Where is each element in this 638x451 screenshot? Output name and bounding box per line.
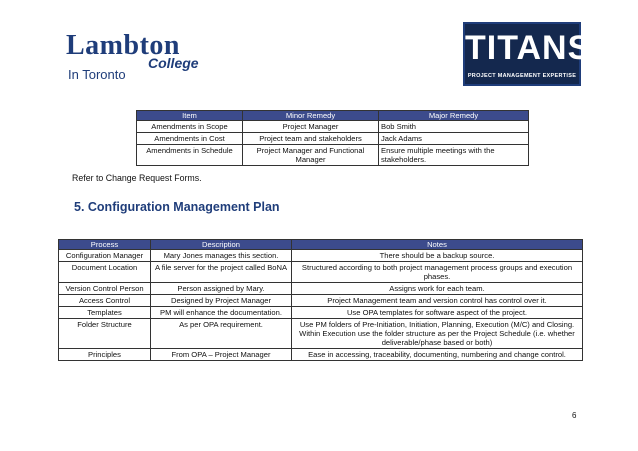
config-header-notes: Notes (292, 240, 583, 250)
lambton-logo-city: In Toronto (68, 67, 126, 82)
table-row (59, 349, 583, 361)
table-cell: Amendments in Cost (137, 133, 243, 145)
titans-logo-subtitle: PROJECT MANAGEMENT EXPERTISE (467, 73, 577, 79)
table-cell: As per OPA requirement. (151, 319, 292, 349)
section-title: 5. Configuration Management Plan (74, 200, 280, 214)
table-cell: Project Manager and Functional Manager (243, 145, 379, 166)
remedy-header-minor: Minor Remedy (243, 111, 379, 121)
table-cell: Use PM folders of Pre-Initiation, Initiation, Planning, Execution (M/C) and Closing. Within Execution use the folder structure as per the Project Schedule (i.e. whether deliverable/phase based or both) (292, 319, 583, 349)
config-header-process: Process (59, 240, 151, 250)
table-cell: There should be a backup source. (292, 250, 583, 262)
table-row (59, 283, 583, 295)
table-cell: A file server for the project called BoNA (151, 262, 292, 283)
titans-logo-word: TITANS (465, 29, 592, 67)
table-cell: Person assigned by Mary. (151, 283, 292, 295)
table-cell: PM will enhance the documentation. (151, 307, 292, 319)
table-cell: Ease in accessing, traceability, documenting, numbering and change control. (292, 349, 583, 361)
table-cell: Document Location (59, 262, 151, 283)
table-cell: Jack Adams (379, 133, 529, 145)
titans-logo (463, 22, 592, 86)
lambton-logo-college: College (148, 55, 199, 71)
table-cell: Access Control (59, 295, 151, 307)
table-cell: Project team and stakeholders (243, 133, 379, 145)
table-cell: Assigns work for each team. (292, 283, 583, 295)
table-row (137, 145, 529, 166)
table-row (59, 307, 583, 319)
table-cell: Version Control Person (59, 283, 151, 295)
config-header-description: Description (151, 240, 292, 250)
table-cell: Folder Structure (59, 319, 151, 349)
table-cell: Amendments in Schedule (137, 145, 243, 166)
change-request-note: Refer to Change Request Forms. (72, 173, 202, 183)
table-row (59, 250, 583, 262)
table-cell: From OPA – Project Manager (151, 349, 292, 361)
table-cell: Bob Smith (379, 121, 529, 133)
remedy-table (136, 110, 529, 166)
table-row (59, 262, 583, 283)
table-row (59, 319, 583, 349)
lambton-logo-name: Lambton (66, 30, 180, 61)
table-cell: Project Manager (243, 121, 379, 133)
remedy-table-header (137, 111, 529, 121)
table-cell: Configuration Manager (59, 250, 151, 262)
table-cell: Ensure multiple meetings with the stakeholders. (379, 145, 529, 166)
configuration-table (58, 239, 583, 361)
table-row (59, 295, 583, 307)
table-cell: Use OPA templates for software aspect of the project. (292, 307, 583, 319)
table-cell: Structured according to both project management process groups and execution phases. (292, 262, 583, 283)
table-cell: Designed by Project Manager (151, 295, 292, 307)
table-cell: Mary Jones manages this section. (151, 250, 292, 262)
table-cell: Templates (59, 307, 151, 319)
table-cell: Amendments in Scope (137, 121, 243, 133)
table-cell: Principles (59, 349, 151, 361)
remedy-header-major: Major Remedy (379, 111, 529, 121)
remedy-header-item: Item (137, 111, 243, 121)
table-row (137, 121, 529, 133)
configuration-table-header (59, 240, 583, 250)
table-row (137, 133, 529, 145)
lambton-logo (66, 30, 199, 82)
table-cell: Project Management team and version control has control over it. (292, 295, 583, 307)
page-header (0, 0, 638, 100)
page-number: 6 (572, 411, 577, 420)
